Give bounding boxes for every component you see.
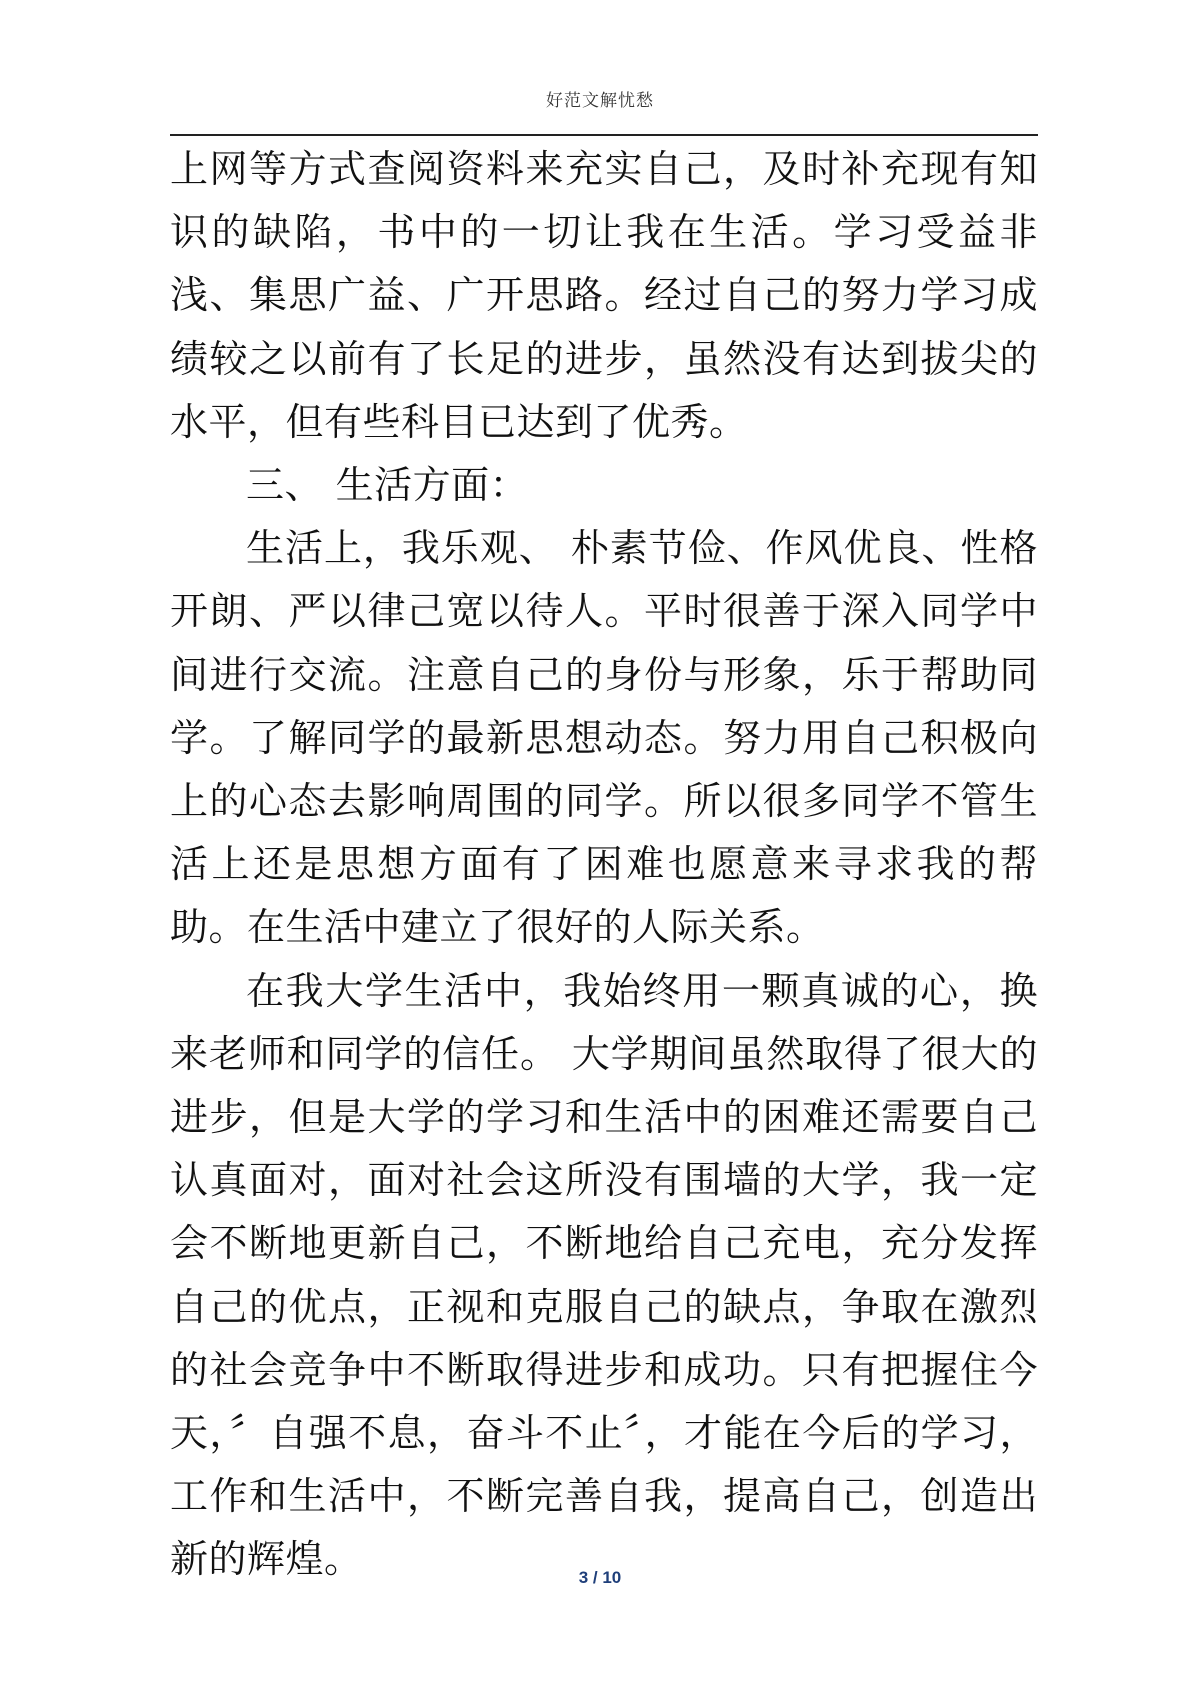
page-number: 3 / 10 [578, 1568, 622, 1587]
document-body [170, 138, 1038, 1592]
paragraph-life: 生活上，我乐观、 朴素节俭、作风优良、性格开朗、严以律己宽以待人。平时很善于深入同学中间进行交流。注意自己的身份与形象，乐于帮助同学。了解同学的最新思想动态。努力用自己积极向上的心态去影响周围的同学。所以很多同学不管生活上还是思想方面有了困难也愿意来寻求我的帮助。在生活中建立了很好的人际关系。 [170, 526, 1038, 950]
section-heading-life: 三、 生活方面： [246, 463, 529, 508]
header-divider [170, 134, 1038, 136]
paragraph-continuation: 上网等方式查阅资料来充实自己，及时补充现有知识的缺陷，书中的一切让我在生活。学习受益非浅、集思广益、广开思路。经过自己的努力学习成绩较之以前有了长足的进步，虽然没有达到拔尖的水平，但有些科目已达到了优秀。 [170, 147, 1038, 444]
page-header-title: 好范文解忧愁 [546, 91, 654, 111]
paragraph-conclusion: 在我大学生活中，我始终用一颗真诚的心，换来老师和同学的信任。 大学期间虽然取得了很大的进步，但是大学的学习和生活中的困难还需要自己认真面对，面对社会这所没有围墙的大学，我一定会不断地更新自己，不断地给自己充电，充分发挥自己的优点，正视和克服自己的缺点，争取在激烈的社会竞争中不断取得进步和成功。只有把握住今天，〞自强不息，奋斗不止〞，才能在今后的学习，工作和生活中，不断完善自我，提高自己，创造出新的辉煌。 [170, 968, 1038, 1582]
